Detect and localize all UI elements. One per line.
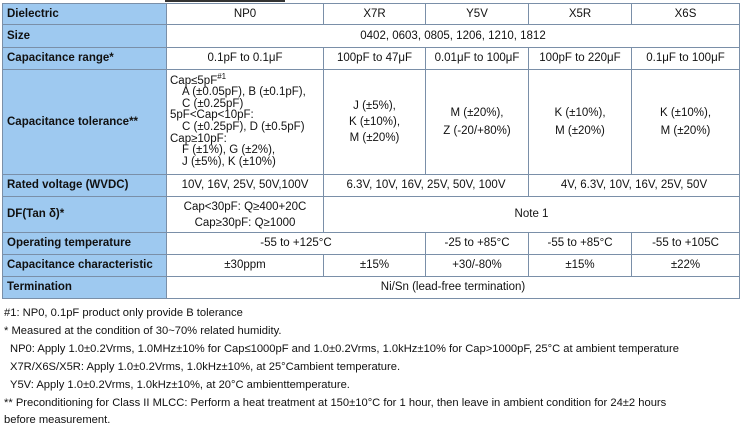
row-cap-range bbox=[3, 48, 740, 70]
row-size bbox=[3, 25, 740, 48]
footnote-5: Y5V: Apply 1.0±0.2Vrms, 1.0kHz±10%, at 20°C ambienttemperature. bbox=[10, 379, 350, 391]
cap-range-x5r: 100pF to 220μF bbox=[529, 48, 632, 70]
cap-range-np0: 0.1pF to 0.1μF bbox=[167, 48, 324, 70]
footnote-2: * Measured at the condition of 30~70% related humidity. bbox=[4, 325, 282, 337]
row-tolerance bbox=[3, 70, 740, 175]
op-temp-y5v: -25 to +85°C bbox=[426, 233, 529, 255]
tolerance-x6s: K (±10%), M (±20%) bbox=[632, 70, 740, 175]
voltage-np0: 10V, 16V, 25V, 50V,100V bbox=[167, 175, 324, 197]
op-temp-x5r: -55 to +85°C bbox=[529, 233, 632, 255]
df-np0: Cap<30pF: Q≥400+20C Cap≥30pF: Q≥1000 bbox=[167, 197, 324, 233]
op-temp-x6s: -55 to +105C bbox=[632, 233, 740, 255]
tolerance-x5r: K (±10%), M (±20%) bbox=[529, 70, 632, 175]
row-cap-char bbox=[3, 255, 740, 277]
voltage-x7r-y5v: 6.3V, 10V, 16V, 25V, 50V, 100V bbox=[324, 175, 529, 197]
footnote-6: ** Preconditioning for Class II MLCC: Perform a heat treatment at 150±10°C for 1 hour, then leave in ambient condition for 24±2 hours bbox=[4, 397, 667, 409]
label-df: DF(Tan δ)* bbox=[3, 197, 167, 233]
tol-np0-line1: $Cap\le 5pF^{\#1}$ bbox=[170, 71, 227, 87]
label-cap-char: Capacitance characteristic bbox=[3, 255, 167, 277]
label-voltage: Rated voltage (WVDC) bbox=[3, 175, 167, 197]
row-termination bbox=[3, 277, 740, 299]
cap-char-y5v: +30/-80% bbox=[426, 255, 529, 277]
op-temp-np0-x7r: -55 to +125°C bbox=[167, 233, 426, 255]
row-df bbox=[3, 197, 740, 233]
footnote-4: X7R/X6S/X5R: Apply 1.0±0.2Vrms, 1.0kHz±10%, at 25°Cambient temperature. bbox=[10, 361, 401, 373]
footnote-7: before measurement. bbox=[4, 414, 111, 426]
voltage-x5r-x6s: 4V, 6.3V, 10V, 16V, 25V, 50V bbox=[529, 175, 740, 197]
tolerance-y5v: M (±20%), Z (-20/+80%) bbox=[426, 70, 529, 175]
tolerance-x7r: J (±5%), K (±10%), M (±20%) bbox=[324, 70, 426, 175]
label-dielectric: Dielectric bbox=[3, 4, 167, 25]
label-size: Size bbox=[3, 25, 167, 48]
cap-char-x6s: ±22% bbox=[632, 255, 740, 277]
label-op-temp: Operating temperature bbox=[3, 233, 167, 255]
cap-range-x6s: 0.1μF to 100μF bbox=[632, 48, 740, 70]
row-voltage bbox=[3, 175, 740, 197]
top-rule bbox=[165, 0, 285, 2]
np0-header: NP0 bbox=[167, 4, 324, 25]
df-note: Note 1 bbox=[324, 197, 740, 233]
x7r-header: X7R bbox=[324, 4, 426, 25]
row-op-temp bbox=[3, 233, 740, 255]
cap-range-x7r: 100pF to 47μF bbox=[324, 48, 426, 70]
label-tolerance: Capacitance tolerance** bbox=[3, 70, 167, 175]
x6s-header: X6S bbox=[632, 4, 740, 25]
label-cap-range: Capacitance range* bbox=[3, 48, 167, 70]
termination-value: Ni/Sn (lead-free termination) bbox=[167, 277, 740, 299]
footnote-3: NP0: Apply 1.0±0.2Vrms, 1.0MHz±10% for Cap≤1000pF and 1.0±0.2Vrms, 1.0kHz±10% for Cap>1000pF, 25°C at ambient temperature bbox=[10, 343, 679, 355]
size-value: 0402, 0603, 0805, 1206, 1210, 1812 bbox=[167, 25, 740, 48]
cap-char-x5r: ±15% bbox=[529, 255, 632, 277]
footnote-1: #1: NP0, 0.1pF product only provide B tolerance bbox=[4, 307, 243, 319]
cap-char-np0: ±30ppm bbox=[167, 255, 324, 277]
y5v-header: Y5V bbox=[426, 4, 529, 25]
x5r-header: X5R bbox=[529, 4, 632, 25]
cap-range-y5v: 0.01μF to 100μF bbox=[426, 48, 529, 70]
spec-table bbox=[2, 3, 740, 299]
tolerance-np0: $Cap\le 5pF^{\#1}$ A (±0.05pF), B (±0.1pF), C (±0.25pF) 5pF<Cap<10pF: C (±0.25pF), D (±0.5pF) Cap≥10pF: F (±1%), G (±2%), J (±5%), K (±10%) bbox=[167, 70, 324, 175]
row-dielectric bbox=[3, 4, 740, 25]
cap-char-x7r: ±15% bbox=[324, 255, 426, 277]
label-termination: Termination bbox=[3, 277, 167, 299]
